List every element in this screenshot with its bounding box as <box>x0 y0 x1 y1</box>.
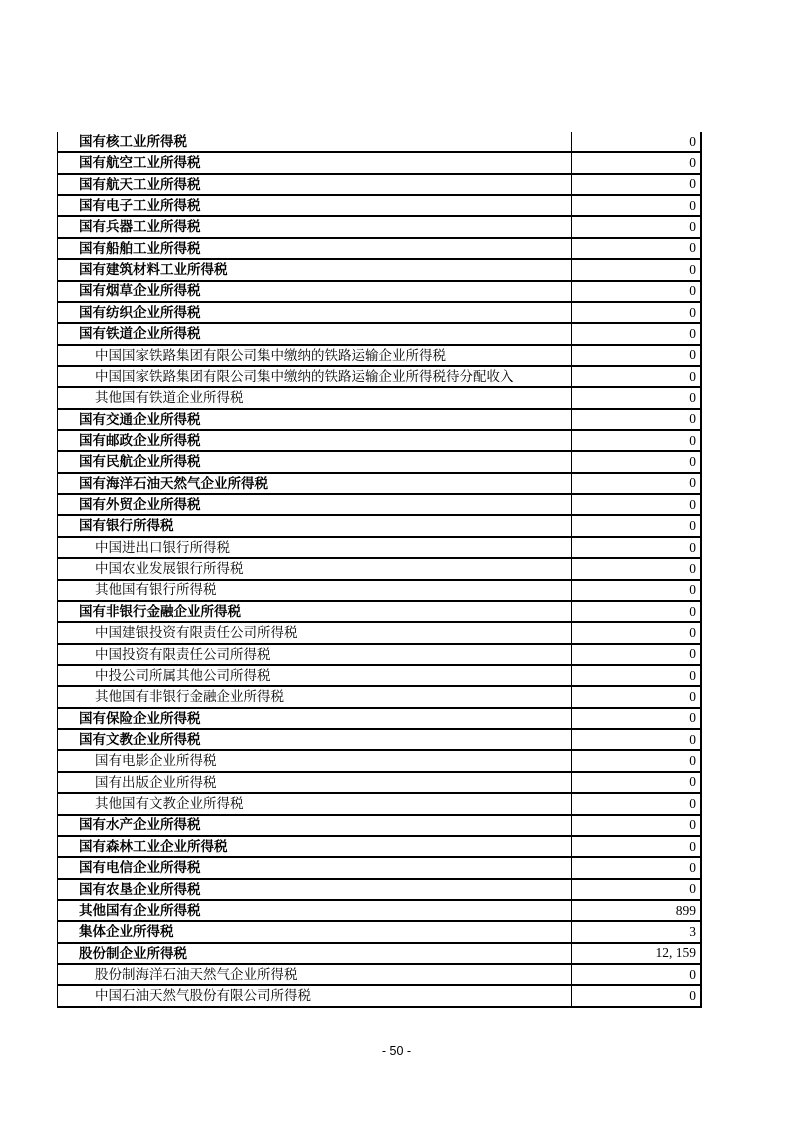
table-row <box>58 794 700 815</box>
tax-item-label: 国有核工业所得税 <box>58 132 572 151</box>
table-row <box>58 816 700 837</box>
tax-item-label: 国有民航企业所得税 <box>58 452 572 471</box>
table-row <box>58 602 700 623</box>
table-row <box>58 687 700 708</box>
table-row <box>58 730 700 751</box>
table-row <box>58 858 700 879</box>
table-row <box>58 944 700 965</box>
tax-item-label: 国有非银行金融企业所得税 <box>58 602 572 621</box>
tax-item-label: 集体企业所得税 <box>58 922 572 941</box>
tax-item-label: 国有海洋石油天然气企业所得税 <box>58 474 572 493</box>
table-row <box>58 217 700 238</box>
tax-item-label: 中国进出口银行所得税 <box>58 538 572 557</box>
tax-item-value: 0 <box>689 240 696 256</box>
table-row <box>58 474 700 495</box>
tax-item-value: 0 <box>689 753 696 769</box>
tax-item-label: 其他国有非银行金融企业所得税 <box>58 687 572 706</box>
table-row <box>58 986 700 1007</box>
tax-item-label: 国有建筑材料工业所得税 <box>58 260 572 279</box>
tax-item-value: 899 <box>675 902 696 918</box>
tax-item-value: 0 <box>689 624 696 640</box>
tax-item-value: 0 <box>689 689 696 705</box>
tax-item-label: 中国农业发展银行所得税 <box>58 559 572 578</box>
tax-item-label: 中国投资有限责任公司所得税 <box>58 645 572 664</box>
table-row <box>58 388 700 409</box>
table-row <box>58 153 700 174</box>
tax-item-label: 国有兵器工业所得税 <box>58 217 572 236</box>
tax-item-label: 中投公司所属其他公司所得税 <box>58 666 572 685</box>
tax-item-value: 0 <box>689 817 696 833</box>
table-row <box>58 965 700 986</box>
tax-item-value: 0 <box>689 731 696 747</box>
table-row <box>58 132 700 153</box>
tax-item-label: 国有电影企业所得税 <box>58 751 572 770</box>
tax-item-label: 股份制企业所得税 <box>58 944 572 963</box>
tax-item-label: 股份制海洋石油天然气企业所得税 <box>58 965 572 984</box>
tax-item-label: 中国建银投资有限责任公司所得税 <box>58 623 572 642</box>
table-row <box>58 516 700 537</box>
tax-item-value: 0 <box>689 774 696 790</box>
tax-item-value: 0 <box>689 560 696 576</box>
tax-item-label: 国有森林工业企业所得税 <box>58 837 572 856</box>
table-row <box>58 196 700 217</box>
tax-item-label: 国有邮政企业所得税 <box>58 431 572 450</box>
tax-item-label: 国有水产企业所得税 <box>58 816 572 835</box>
tax-item-value: 0 <box>689 347 696 363</box>
tax-item-label: 国有船舶工业所得税 <box>58 239 572 258</box>
table-row <box>58 559 700 580</box>
table-row <box>58 324 700 345</box>
tax-item-value: 0 <box>689 496 696 512</box>
tax-item-label: 国有纺织企业所得税 <box>58 303 572 322</box>
tax-item-value: 0 <box>689 966 696 982</box>
table-row <box>58 175 700 196</box>
table-row <box>58 303 700 324</box>
tax-item-label: 中国国家铁路集团有限公司集中缴纳的铁路运输企业所得税 <box>58 346 572 365</box>
tax-item-value: 0 <box>689 881 696 897</box>
tax-item-value: 0 <box>689 368 696 384</box>
tax-item-value: 0 <box>689 176 696 192</box>
table-row <box>58 773 700 794</box>
table-row <box>58 709 700 730</box>
table-row <box>58 538 700 559</box>
tax-item-value: 0 <box>689 988 696 1004</box>
tax-item-label: 国有文教企业所得税 <box>58 730 572 749</box>
tax-item-label: 其他国有银行所得税 <box>58 581 572 600</box>
tax-item-value: 0 <box>689 155 696 171</box>
tax-item-value: 0 <box>689 795 696 811</box>
tax-table <box>57 132 702 1008</box>
tax-item-value: 0 <box>689 197 696 213</box>
tax-item-value: 0 <box>689 133 696 149</box>
tax-item-label: 国有交通企业所得税 <box>58 410 572 429</box>
tax-item-label: 国有烟草企业所得税 <box>58 282 572 301</box>
table-row <box>58 666 700 687</box>
table-row <box>58 495 700 516</box>
tax-item-value: 0 <box>689 667 696 683</box>
tax-item-label: 国有保险企业所得税 <box>58 709 572 728</box>
tax-item-value: 0 <box>689 518 696 534</box>
table-row <box>58 346 700 367</box>
tax-item-value: 0 <box>689 219 696 235</box>
tax-item-value: 0 <box>689 432 696 448</box>
tax-item-value: 3 <box>689 923 696 939</box>
tax-item-value: 0 <box>689 325 696 341</box>
tax-item-value: 0 <box>689 454 696 470</box>
tax-item-label: 国有银行所得税 <box>58 516 572 535</box>
tax-item-label: 其他国有铁道企业所得税 <box>58 388 572 407</box>
tax-item-label: 国有外贸企业所得税 <box>58 495 572 514</box>
tax-item-label: 国有电子工业所得税 <box>58 196 572 215</box>
tax-item-label: 国有铁道企业所得税 <box>58 324 572 343</box>
table-row <box>58 431 700 452</box>
tax-item-value: 0 <box>689 710 696 726</box>
tax-item-value: 0 <box>689 261 696 277</box>
table-row <box>58 581 700 602</box>
tax-item-value: 0 <box>689 603 696 619</box>
table-row <box>58 922 700 943</box>
tax-item-label: 国有航天工业所得税 <box>58 175 572 194</box>
table-row <box>58 282 700 303</box>
tax-item-value: 0 <box>689 838 696 854</box>
tax-item-label: 国有电信企业所得税 <box>58 858 572 877</box>
table-row <box>58 410 700 431</box>
tax-item-value: 0 <box>689 389 696 405</box>
tax-item-label: 中国国家铁路集团有限公司集中缴纳的铁路运输企业所得税待分配收入 <box>58 367 572 386</box>
tax-item-value: 12, 159 <box>655 945 696 961</box>
tax-item-value: 0 <box>689 646 696 662</box>
tax-item-label: 其他国有文教企业所得税 <box>58 794 572 813</box>
table-row <box>58 260 700 281</box>
tax-item-value: 0 <box>689 411 696 427</box>
page-number: - 50 - <box>381 1044 412 1058</box>
table-row <box>58 837 700 858</box>
tax-item-value: 0 <box>689 283 696 299</box>
tax-item-value: 0 <box>689 539 696 555</box>
tax-item-value: 0 <box>689 475 696 491</box>
table-row <box>58 367 700 388</box>
tax-item-value: 0 <box>689 582 696 598</box>
tax-item-value: 0 <box>689 304 696 320</box>
table-row <box>58 645 700 666</box>
table-row <box>58 452 700 473</box>
tax-item-label: 国有农垦企业所得税 <box>58 880 572 899</box>
table-row <box>58 623 700 644</box>
tax-item-label: 国有出版企业所得税 <box>58 773 572 792</box>
tax-item-label: 其他国有企业所得税 <box>58 901 572 920</box>
tax-item-label: 国有航空工业所得税 <box>58 153 572 172</box>
table-row <box>58 751 700 772</box>
tax-item-value: 0 <box>689 859 696 875</box>
table-row <box>58 901 700 922</box>
tax-item-label: 中国石油天然气股份有限公司所得税 <box>58 986 572 1005</box>
table-row <box>58 880 700 901</box>
table-row <box>58 239 700 260</box>
